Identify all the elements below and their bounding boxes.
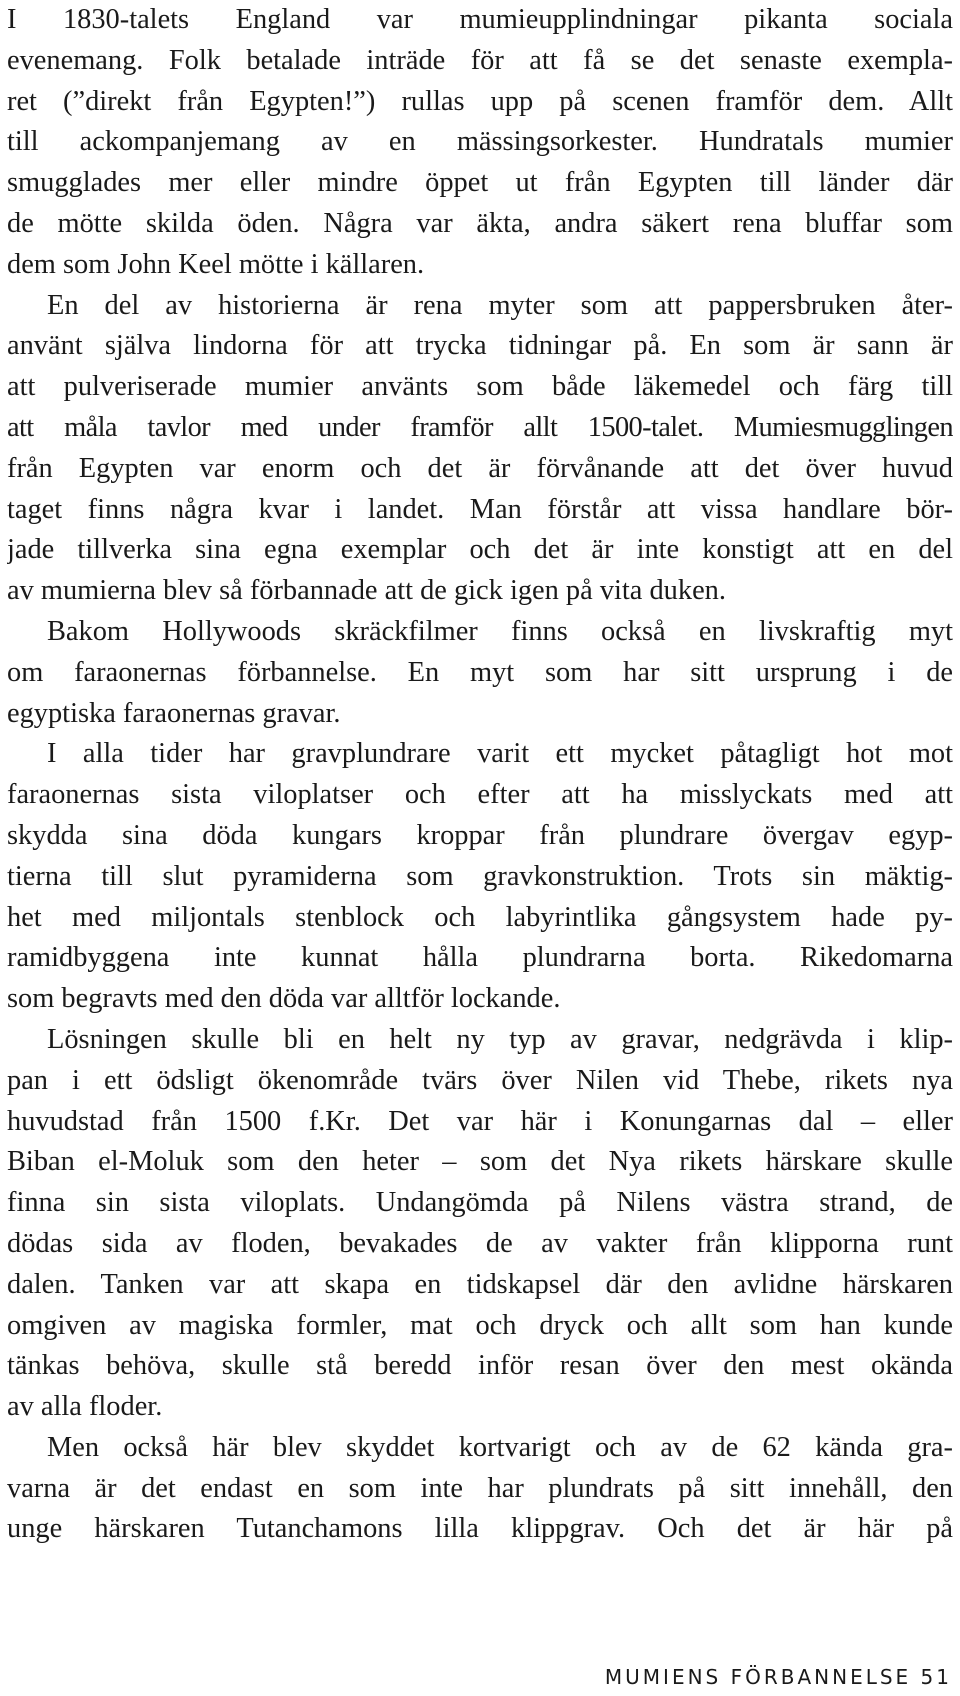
text-line: Men också här blev skyddet kortvarigt och av de 62 kända gra- [47,1431,953,1463]
text-line: de mötte skilda öden. Några var äkta, andra säkert rena bluffar som [7,207,953,239]
text-line: huvudstad från 1500 f.Kr. Det var här i Konungarnas dal – eller [7,1105,953,1137]
text-line: pan i ett ödsligt ökenområde tvärs över Nilen vid Thebe, rikets nya [7,1064,953,1096]
text-line: om faraonernas förbannelse. En myt som har sitt ursprung i de [7,656,953,688]
text-line: smugglades mer eller mindre öppet ut från Egypten till länder där [7,167,953,199]
text-line: evenemang. Folk betalade inträde för att få se det senaste exempla- [7,44,953,76]
text-line: I 1830-talets England var mumieupplindningar pikanta sociala [7,4,953,35]
text-line: av mumierna blev så förbannade att de gick igen på vita duken. [7,575,726,607]
text-line: unge härskaren Tutanchamons lilla klippgrav. Och det är här på [7,1513,953,1545]
page-number: 51 [920,1665,952,1689]
text-line: tierna till slut pyramiderna som gravkonstruktion. Trots sin mäktig- [7,860,953,892]
running-head: MUMIENS FÖRBANNELSE [604,1665,912,1689]
running-footer [605,1664,952,1690]
body-text [7,0,953,1550]
text-line: Bakom Hollywoods skräckfilmer finns också en livskraftig myt [47,615,953,647]
text-line: En del av historierna är rena myter som att pappersbruken åter- [47,289,953,321]
text-line: dalen. Tanken var att skapa en tidskapsel där den avlidne härskaren [7,1268,953,1300]
text-line: taget finns några kvar i landet. Man förstår att vissa handlare bör- [7,493,953,525]
text-line: använt själva lindorna för att trycka tidningar på. En som är sann är [7,330,953,362]
text-line: dödas sida av floden, bevakades de av vakter från klipporna runt [7,1227,953,1259]
text-line: att måla tavlor med under framför allt 1500-talet. Mumiesmugglingen [7,411,953,443]
text-line: tänkas behöva, skulle stå beredd inför resan över den mest okända [7,1350,953,1382]
text-line: dem som John Keel mötte i källaren. [7,248,425,280]
text-line: av alla floder. [7,1391,163,1423]
text-line: från Egypten var enorm och det är förvånande att det över huvud [7,452,953,484]
text-line: Lösningen skulle bli en helt ny typ av gravar, nedgrävda i klip- [47,1023,953,1055]
text-line: omgiven av magiska formler, mat och dryck och allt som han kunde [7,1309,953,1341]
text-line: till ackompanjemang av en mässingsorkester. Hundratals mumier [7,126,953,158]
text-line: varna är det endast en som inte har plundrats på sitt innehåll, den [7,1472,953,1504]
text-line: finna sin sista viloplats. Undangömda på Nilens västra strand, de [7,1187,953,1219]
text-line: het med miljontals stenblock och labyrintlika gångsystem hade py- [7,901,953,933]
text-line: faraonernas sista viloplatser och efter att ha misslyckats med att [7,779,953,811]
text-line: ret (”direkt från Egypten!”) rullas upp på scenen framför dem. Allt [7,85,953,117]
text-line: I alla tider har gravplundrare varit ett mycket påtagligt hot mot [47,738,953,770]
text-line: ramidbyggena inte kunnat hålla plundrarna borta. Rikedomarna [7,942,953,974]
text-line: jade tillverka sina egna exemplar och det är inte konstigt att en del [7,534,953,566]
text-line: egyptiska faraonernas gravar. [7,697,341,729]
text-line: att pulveriserade mumier använts som både läkemedel och färg till [7,371,953,403]
text-line: Biban el-Moluk som den heter – som det Nya rikets härskare skulle [7,1146,953,1178]
text-line: skydda sina döda kungars kroppar från plundrare övergav egyp- [7,819,953,851]
text-line: som begravts med den döda var alltför lockande. [7,983,561,1015]
